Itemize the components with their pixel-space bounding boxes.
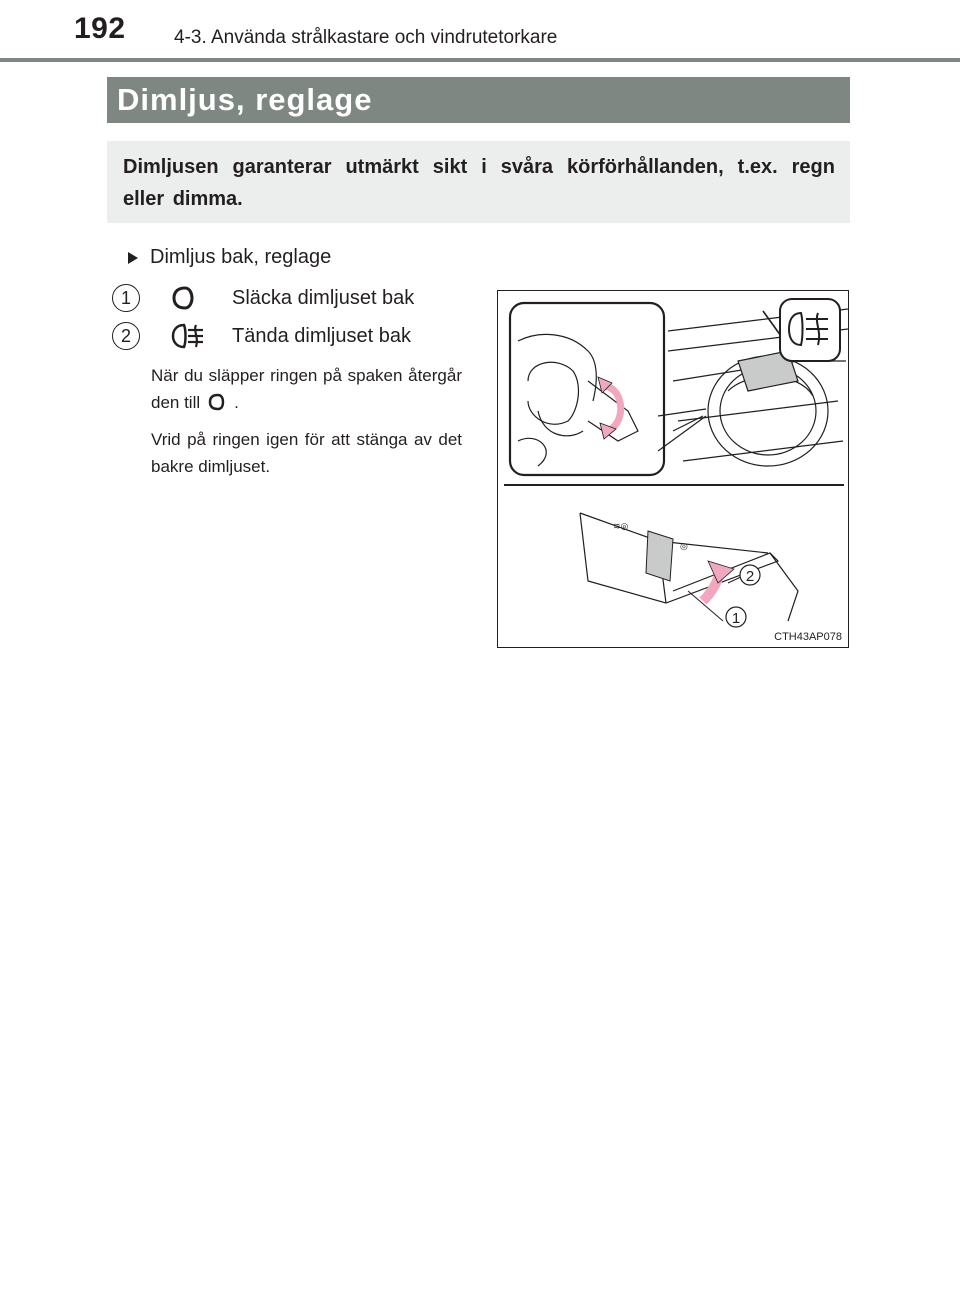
item-label: Släcka dimljuset bak <box>232 286 415 309</box>
item-number: 2 <box>112 322 140 350</box>
rear-fog-off-icon <box>208 393 230 411</box>
release-note <box>151 362 462 416</box>
section-title-bar <box>107 77 850 123</box>
item-label: Tända dimljuset bak <box>232 324 411 347</box>
illustration-drawing <box>498 291 848 647</box>
lever-illustration <box>497 290 849 648</box>
svg-text:◎: ◎ <box>680 541 688 551</box>
item-number: 1 <box>112 284 140 312</box>
release-note-text: När du släpper ringen på spaken återgår den till <box>151 366 462 412</box>
sub-heading <box>128 246 331 269</box>
rear-fog-on-icon <box>170 322 206 350</box>
list-item <box>112 284 414 312</box>
callout-1: 1 <box>731 610 741 627</box>
running-head: 4-3. Använda strålkastare och vindrutetorkare <box>174 27 558 48</box>
section-title: Dimljus, reglage <box>117 82 373 117</box>
header-rule <box>0 58 960 62</box>
intro-text: Dimljusen garanterar utmärkt sikt i svåra körförhållanden, t.ex. regn eller dimma. <box>123 156 835 210</box>
sub-heading-text: Dimljus bak, reglage <box>150 246 332 268</box>
bullet-triangle-icon <box>128 252 138 264</box>
list-item <box>112 322 411 350</box>
callout-2: 2 <box>745 568 755 585</box>
intro-box <box>107 141 850 223</box>
svg-text:≋◎: ≋◎ <box>613 521 629 531</box>
release-note-end: . <box>234 393 239 412</box>
page-number: 192 <box>74 12 126 45</box>
rear-fog-off-icon <box>170 284 206 312</box>
figure-code: CTH43AP078 <box>774 631 842 643</box>
turn-again-note: Vrid på ringen igen för att stänga av det bakre dimljuset. <box>151 430 462 476</box>
